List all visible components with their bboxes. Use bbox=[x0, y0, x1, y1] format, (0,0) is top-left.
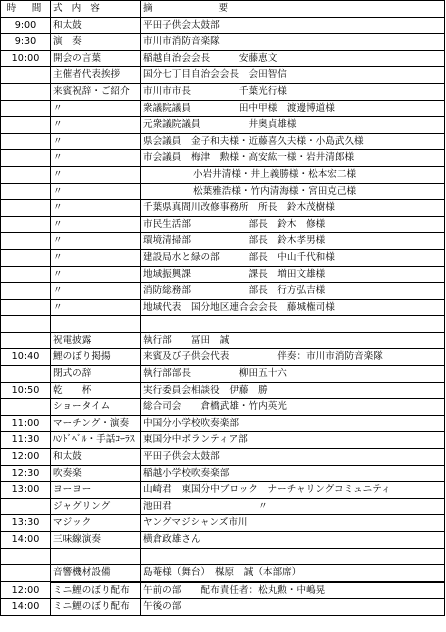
time-cell bbox=[1, 133, 51, 150]
time-cell bbox=[1, 266, 51, 283]
content-cell bbox=[141, 316, 445, 333]
item-cell: ヨーヨー bbox=[51, 482, 141, 499]
time-cell bbox=[1, 249, 51, 266]
time-cell: 10:00 bbox=[1, 50, 51, 67]
schedule-row bbox=[1, 565, 445, 582]
content-cell: 千葉県真間川改修事務所 所長 鈴木茂樹様 bbox=[141, 200, 445, 217]
content-cell: 実行委員会相談役 伊藤 勝 bbox=[141, 382, 445, 399]
schedule-row bbox=[1, 200, 445, 217]
item-cell bbox=[51, 316, 141, 333]
item-cell: 三味線演奏 bbox=[51, 532, 141, 549]
item-cell: 〃 bbox=[51, 249, 141, 266]
content-cell: 市会議員 梅津 勲様・高安紘一様・岩井清郎様 bbox=[141, 150, 445, 167]
time-cell bbox=[1, 117, 51, 134]
time-cell bbox=[1, 399, 51, 416]
schedule-row bbox=[1, 67, 445, 84]
content-cell: 山崎君 東国分中ブロック ナーチャリングコミュニティ bbox=[141, 482, 445, 499]
time-cell: 10:40 bbox=[1, 349, 51, 366]
time-cell bbox=[1, 565, 51, 582]
schedule-row bbox=[1, 183, 445, 200]
time-cell: 12:00 bbox=[1, 449, 51, 466]
item-cell: 〃 bbox=[51, 117, 141, 134]
time-cell: 11:00 bbox=[1, 415, 51, 432]
content-cell: ヤングマジシャンズ市川 bbox=[141, 515, 445, 532]
schedule-row bbox=[1, 100, 445, 117]
time-cell bbox=[1, 233, 51, 250]
content-cell: 衆議院議員 田中甲様 渡邊博道様 bbox=[141, 100, 445, 117]
item-cell bbox=[51, 548, 141, 565]
time-cell: 11:30 bbox=[1, 432, 51, 449]
schedule-row bbox=[1, 432, 445, 449]
time-cell: 12:30 bbox=[1, 465, 51, 482]
schedule-row bbox=[1, 332, 445, 349]
schedule-row bbox=[1, 117, 445, 134]
item-cell: ミニ鯉のぼり配布 bbox=[51, 599, 141, 616]
schedule-row bbox=[1, 548, 445, 565]
item-cell: 演 奏 bbox=[51, 34, 141, 51]
item-cell: 和太鼓 bbox=[51, 449, 141, 466]
content-cell bbox=[141, 548, 445, 565]
schedule-row bbox=[1, 349, 445, 366]
content-cell: 市民生活部 部長 鈴木 修様 bbox=[141, 216, 445, 233]
schedule-row bbox=[1, 216, 445, 233]
schedule-row bbox=[1, 399, 445, 416]
time-cell: 14:00 bbox=[1, 599, 51, 616]
item-cell: 祝電披露 bbox=[51, 332, 141, 349]
content-cell: 稲越自治会会長 安藤恵文 bbox=[141, 50, 445, 67]
schedule-row bbox=[1, 50, 445, 67]
item-cell: 〃 bbox=[51, 133, 141, 150]
schedule-row bbox=[1, 482, 445, 499]
time-cell: 13:30 bbox=[1, 515, 51, 532]
item-cell: 音響機材設備 bbox=[51, 565, 141, 582]
time-cell bbox=[1, 316, 51, 333]
content-cell: 市川市市長 千葉光行様 bbox=[141, 83, 445, 100]
time-cell bbox=[1, 366, 51, 383]
item-cell: 〃 bbox=[51, 150, 141, 167]
content-cell: 東国分中ボランティア部 bbox=[141, 432, 445, 449]
content-cell: 松葉雅浩様・竹内清海様・宮田克己様 bbox=[141, 183, 445, 200]
content-cell: 消防総務部 部長 行方弘吉様 bbox=[141, 283, 445, 300]
content-cell: 地域振興課 課長 増田文雄様 bbox=[141, 266, 445, 283]
time-cell: 14:00 bbox=[1, 532, 51, 549]
content-cell: 市川市消防音楽隊 bbox=[141, 34, 445, 51]
time-cell: 9:00 bbox=[1, 17, 51, 34]
schedule-row bbox=[1, 449, 445, 466]
content-cell: 横倉政雄さん bbox=[141, 532, 445, 549]
item-cell: ジャグリング bbox=[51, 498, 141, 515]
time-cell: 13:00 bbox=[1, 482, 51, 499]
time-cell bbox=[1, 150, 51, 167]
item-cell: 〃 bbox=[51, 266, 141, 283]
content-cell: 平田子供会太鼓部 bbox=[141, 17, 445, 34]
schedule-row bbox=[1, 382, 445, 399]
time-cell: 9:30 bbox=[1, 34, 51, 51]
schedule-row bbox=[1, 166, 445, 183]
item-cell: 〃 bbox=[51, 200, 141, 217]
item-cell: 主催者代表挨拶 bbox=[51, 67, 141, 84]
time-cell bbox=[1, 200, 51, 217]
content-cell: 午後の部 bbox=[141, 599, 445, 616]
content-cell: 小岩井清様・井上義勝様・松本宏二様 bbox=[141, 166, 445, 183]
item-cell: 〃 bbox=[51, 100, 141, 117]
item-cell: 開会の言葉 bbox=[51, 50, 141, 67]
schedule-row bbox=[1, 34, 445, 51]
schedule-row bbox=[1, 532, 445, 549]
time-cell: 12:00 bbox=[1, 582, 51, 599]
content-cell: 元衆議院議員 井奥貞雄様 bbox=[141, 117, 445, 134]
item-cell: 〃 bbox=[51, 299, 141, 316]
item-cell: ﾊﾝﾄﾞﾍﾞﾙ・手話ｺｰﾗｽ bbox=[51, 432, 141, 449]
time-cell: 10:50 bbox=[1, 382, 51, 399]
schedule-row bbox=[1, 17, 445, 34]
content-cell: 平田子供会太鼓部 bbox=[141, 449, 445, 466]
content-cell: 執行部 冨田 誠 bbox=[141, 332, 445, 349]
schedule-row bbox=[1, 266, 445, 283]
content-cell: 地域代表 国分地区連合会会長 藤城権司様 bbox=[141, 299, 445, 316]
item-cell: 〃 bbox=[51, 216, 141, 233]
content-cell: 環境清掃部 部長 鈴木孝男様 bbox=[141, 233, 445, 250]
schedule-row bbox=[1, 299, 445, 316]
content-cell: 来賓及び子供会代表 伴奏：市川市消防音楽隊 bbox=[141, 349, 445, 366]
header-content: 摘 要 bbox=[141, 1, 445, 18]
schedule-row bbox=[1, 283, 445, 300]
item-cell: マーチング・演奏 bbox=[51, 415, 141, 432]
content-cell: 稲越小学校吹奏楽部 bbox=[141, 465, 445, 482]
schedule-row bbox=[1, 150, 445, 167]
schedule-row bbox=[1, 599, 445, 616]
time-cell bbox=[1, 166, 51, 183]
schedule-row bbox=[1, 316, 445, 333]
time-cell bbox=[1, 83, 51, 100]
item-cell: 乾 杯 bbox=[51, 382, 141, 399]
content-cell: 国分七丁目自治会会長 会田智信 bbox=[141, 67, 445, 84]
time-cell bbox=[1, 67, 51, 84]
item-cell: 和太鼓 bbox=[51, 17, 141, 34]
schedule-row bbox=[1, 465, 445, 482]
schedule-row bbox=[1, 515, 445, 532]
schedule-row bbox=[1, 133, 445, 150]
time-cell bbox=[1, 548, 51, 565]
item-cell: 〃 bbox=[51, 183, 141, 200]
schedule-row bbox=[1, 366, 445, 383]
content-cell: 県会議員 金子和夫様・近藤喜久夫様・小島武久様 bbox=[141, 133, 445, 150]
content-cell: 池田君 〃 bbox=[141, 498, 445, 515]
item-cell: ショータイム bbox=[51, 399, 141, 416]
schedule-row bbox=[1, 498, 445, 515]
schedule-row bbox=[1, 83, 445, 100]
time-cell bbox=[1, 498, 51, 515]
content-cell: 島菴様（舞台） 楳原 誠（本部席） bbox=[141, 565, 445, 582]
time-cell bbox=[1, 100, 51, 117]
content-cell: 総合司会 倉橋武雄・竹内英光 bbox=[141, 399, 445, 416]
schedule-row bbox=[1, 233, 445, 250]
item-cell: ミニ鯉のぼり配布 bbox=[51, 582, 141, 599]
item-cell: 〃 bbox=[51, 283, 141, 300]
content-cell: 執行部部長 柳田五十六 bbox=[141, 366, 445, 383]
schedule-row bbox=[1, 582, 445, 599]
time-cell bbox=[1, 283, 51, 300]
time-cell bbox=[1, 183, 51, 200]
item-cell: マジック bbox=[51, 515, 141, 532]
item-cell: 鯉のぼり掲揚 bbox=[51, 349, 141, 366]
header-row bbox=[1, 1, 445, 18]
item-cell: 〃 bbox=[51, 233, 141, 250]
time-cell bbox=[1, 216, 51, 233]
header-time: 時 間 bbox=[1, 1, 51, 18]
schedule-row bbox=[1, 249, 445, 266]
time-cell bbox=[1, 299, 51, 316]
content-cell: 建設局水と緑の部 部長 中山千代和様 bbox=[141, 249, 445, 266]
item-cell: 吹奏楽 bbox=[51, 465, 141, 482]
header-item: 式 内 容 bbox=[51, 1, 141, 18]
item-cell: 〃 bbox=[51, 166, 141, 183]
item-cell: 来賓祝辞・ご紹介 bbox=[51, 83, 141, 100]
item-cell: 閉式の辞 bbox=[51, 366, 141, 383]
time-cell bbox=[1, 332, 51, 349]
content-cell: 午前の部 配布責任者：松丸勲・中嶋晃 bbox=[141, 582, 445, 599]
content-cell: 中国分小学校吹奏楽部 bbox=[141, 415, 445, 432]
schedule-row bbox=[1, 415, 445, 432]
